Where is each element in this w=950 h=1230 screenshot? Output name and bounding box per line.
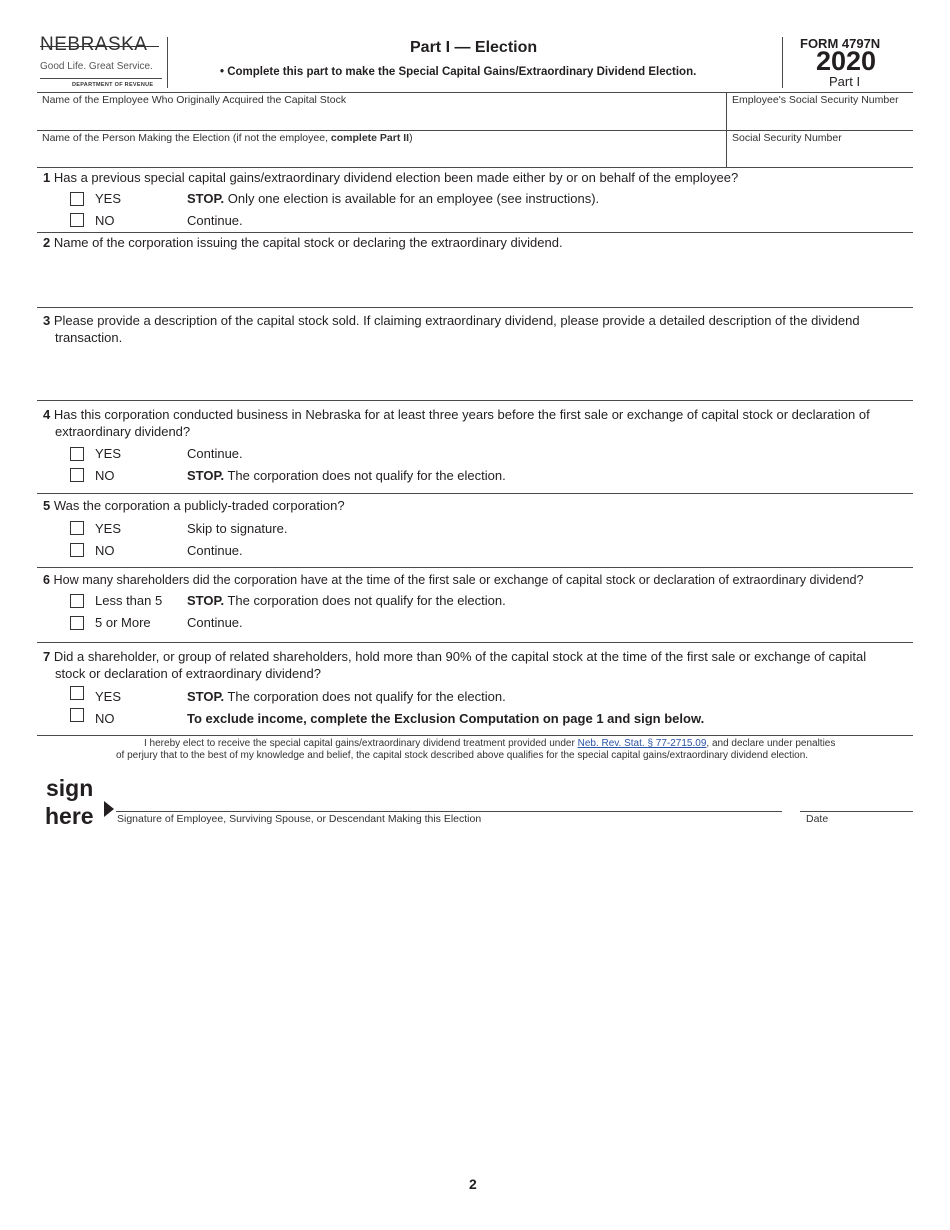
question-2-text: Name of the corporation issuing the capital stock or declaring the extraordinary dividend.	[53, 235, 563, 250]
q1-no-checkbox[interactable]	[70, 213, 84, 227]
signature-label: Signature of Employee, Surviving Spouse, or Descendant Making this Election	[117, 813, 482, 825]
question-3-number: 3	[43, 313, 51, 328]
sign-here-arrow-icon	[104, 801, 114, 817]
q4-no-checkbox[interactable]	[70, 468, 84, 482]
question-4	[43, 406, 873, 440]
corporation-name-field[interactable]	[38, 254, 912, 304]
logo-wordmark: NEBRASKA	[40, 34, 148, 55]
elector-ssn-label: Social Security Number	[732, 132, 842, 144]
q5-yes-label: YES	[95, 521, 122, 536]
field-rule-mid	[37, 130, 913, 131]
q1-yes-instruction	[187, 191, 599, 206]
q4-yes-checkbox[interactable]	[70, 447, 84, 461]
q7-no-label: NO	[95, 711, 115, 726]
q4-yes-instruction: Continue.	[187, 446, 243, 461]
q1-rule	[37, 232, 913, 233]
employee-name-field[interactable]	[38, 108, 724, 129]
q3-rule	[37, 400, 913, 401]
question-7-number: 7	[43, 649, 51, 664]
elector-ssn-field[interactable]	[728, 146, 912, 166]
declaration-post: , and declare under penalties of perjury that to the best of my knowledge and belief, the capital stock described above qualifies for the special capital gains/extraordinary dividend election.	[116, 738, 836, 761]
question-4-number: 4	[43, 407, 51, 422]
question-3	[43, 312, 873, 346]
page-number: 2	[469, 1176, 477, 1192]
q6-less-than-5-checkbox[interactable]	[70, 594, 84, 608]
q1-yes-label: YES	[95, 191, 122, 206]
question-1	[43, 169, 913, 186]
signature-field[interactable]	[116, 780, 782, 810]
logo-tagline: Good Life. Great Service.	[40, 61, 153, 72]
signature-line	[116, 811, 782, 812]
page-subtitle: • Complete this part to make the Special Capital Gains/Extraordinary Dividend Election.	[220, 66, 697, 78]
q6-5-or-more-label: 5 or More	[95, 615, 151, 630]
question-5-text: Was the corporation a publicly-traded corporation?	[53, 498, 345, 513]
question-6-text: How many shareholders did the corporation have at the time of the first sale or exchange of capital stock or declaration of extraordinary dividend?	[53, 573, 864, 587]
q6-5-or-more-checkbox[interactable]	[70, 616, 84, 630]
q7-exclusion-instruction: To exclude income, complete the Exclusion Computation on page 1 and sign below.	[187, 711, 705, 726]
logo-department: DEPARTMENT OF REVENUE	[72, 82, 154, 88]
date-line	[800, 811, 913, 812]
employee-ssn-field[interactable]	[728, 108, 912, 129]
form-year: 2020	[816, 46, 877, 76]
date-label: Date	[806, 813, 829, 825]
q5-no-label: NO	[95, 543, 115, 558]
header-divider-right	[782, 37, 783, 88]
q4-no-instruction-text: The corporation does not qualify for the election.	[224, 468, 506, 483]
question-7-text: Did a shareholder, or group of related shareholders, hold more than 90% of the capital stock at the time of the first sale or exchange of capital stock or declaration of extraordinary dividend?	[53, 649, 867, 681]
q1-yes-instruction-text: Only one election is available for an employee (see instructions).	[224, 191, 600, 206]
q7-yes-label: YES	[95, 689, 122, 704]
statute-link[interactable]: Neb. Rev. Stat. § 77-2715.09	[577, 738, 707, 749]
q1-yes-checkbox[interactable]	[70, 192, 84, 206]
form-part: Part I	[829, 74, 861, 89]
q1-yes-stop: STOP.	[187, 191, 225, 206]
logo-divider	[40, 78, 162, 79]
elector-name-label	[42, 132, 413, 144]
q4-no-stop: STOP.	[187, 468, 225, 483]
field-rule-bottom	[37, 167, 913, 168]
declaration-pre: I hereby elect to receive the special capital gains/extraordinary dividend treatment provided under	[144, 738, 578, 749]
question-2-number: 2	[43, 235, 51, 250]
elector-name-label-end: )	[409, 132, 413, 144]
page-title: Part I — Election	[410, 39, 538, 56]
q7-yes-instruction	[187, 689, 506, 704]
question-1-text: Has a previous special capital gains/extraordinary dividend election been made either by or on behalf of the employee?	[53, 170, 739, 185]
sign-word: sign	[46, 775, 94, 801]
question-5	[43, 497, 913, 514]
q7-rule	[37, 735, 913, 736]
question-5-number: 5	[43, 498, 51, 513]
employee-ssn-label: Employee's Social Security Number	[732, 94, 899, 106]
header-divider-left	[167, 37, 168, 88]
elector-name-label-bold: complete Part II	[330, 132, 410, 144]
elector-name-label-text: Name of the Person Making the Election (if not the employee,	[42, 132, 331, 144]
q4-no-label: NO	[95, 468, 115, 483]
q7-stop: STOP.	[187, 689, 225, 704]
q4-yes-label: YES	[95, 446, 122, 461]
q2-rule	[37, 307, 913, 308]
q5-no-instruction: Continue.	[187, 543, 243, 558]
question-4-text: Has this corporation conducted business in Nebraska for at least three years before the first sale or exchange of capital stock or declaration of extraordinary dividend?	[53, 407, 870, 439]
q5-yes-instruction: Skip to signature.	[187, 521, 288, 536]
q4-rule	[37, 493, 913, 494]
question-1-number: 1	[43, 170, 51, 185]
here-word: here	[45, 803, 94, 829]
q6-stop: STOP.	[187, 593, 225, 608]
employee-name-label: Name of the Employee Who Originally Acquired the Capital Stock	[42, 94, 347, 106]
logo-strike-line	[40, 46, 159, 47]
q7-no-instruction	[187, 711, 704, 726]
field-rule-top	[37, 92, 913, 93]
stock-description-field[interactable]	[38, 350, 912, 398]
elector-name-field[interactable]	[38, 146, 724, 166]
q6-rule	[37, 642, 913, 643]
question-2	[43, 234, 913, 251]
q5-yes-checkbox[interactable]	[70, 521, 84, 535]
q5-rule	[37, 567, 913, 568]
question-3-text: Please provide a description of the capital stock sold. If claiming extraordinary dividend, please provide a detailed description of the dividend transaction.	[53, 313, 860, 345]
q4-no-instruction	[187, 468, 506, 483]
declaration-text	[116, 738, 846, 762]
q7-no-checkbox[interactable]	[70, 708, 84, 722]
question-7	[43, 648, 893, 682]
q7-yes-instruction-text: The corporation does not qualify for the election.	[224, 689, 506, 704]
question-6	[43, 572, 923, 589]
form-number: FORM 4797N	[800, 36, 881, 51]
q1-no-label: NO	[95, 213, 115, 228]
q6-less-than-5-instruction-text: The corporation does not qualify for the election.	[224, 593, 506, 608]
q1-no-instruction: Continue.	[187, 213, 243, 228]
q6-less-than-5-label: Less than 5	[95, 593, 163, 608]
date-field[interactable]	[800, 780, 913, 810]
q6-less-than-5-instruction	[187, 593, 506, 608]
q7-yes-checkbox[interactable]	[70, 686, 84, 700]
q5-no-checkbox[interactable]	[70, 543, 84, 557]
question-6-number: 6	[43, 573, 51, 587]
q6-5-or-more-instruction: Continue.	[187, 615, 243, 630]
